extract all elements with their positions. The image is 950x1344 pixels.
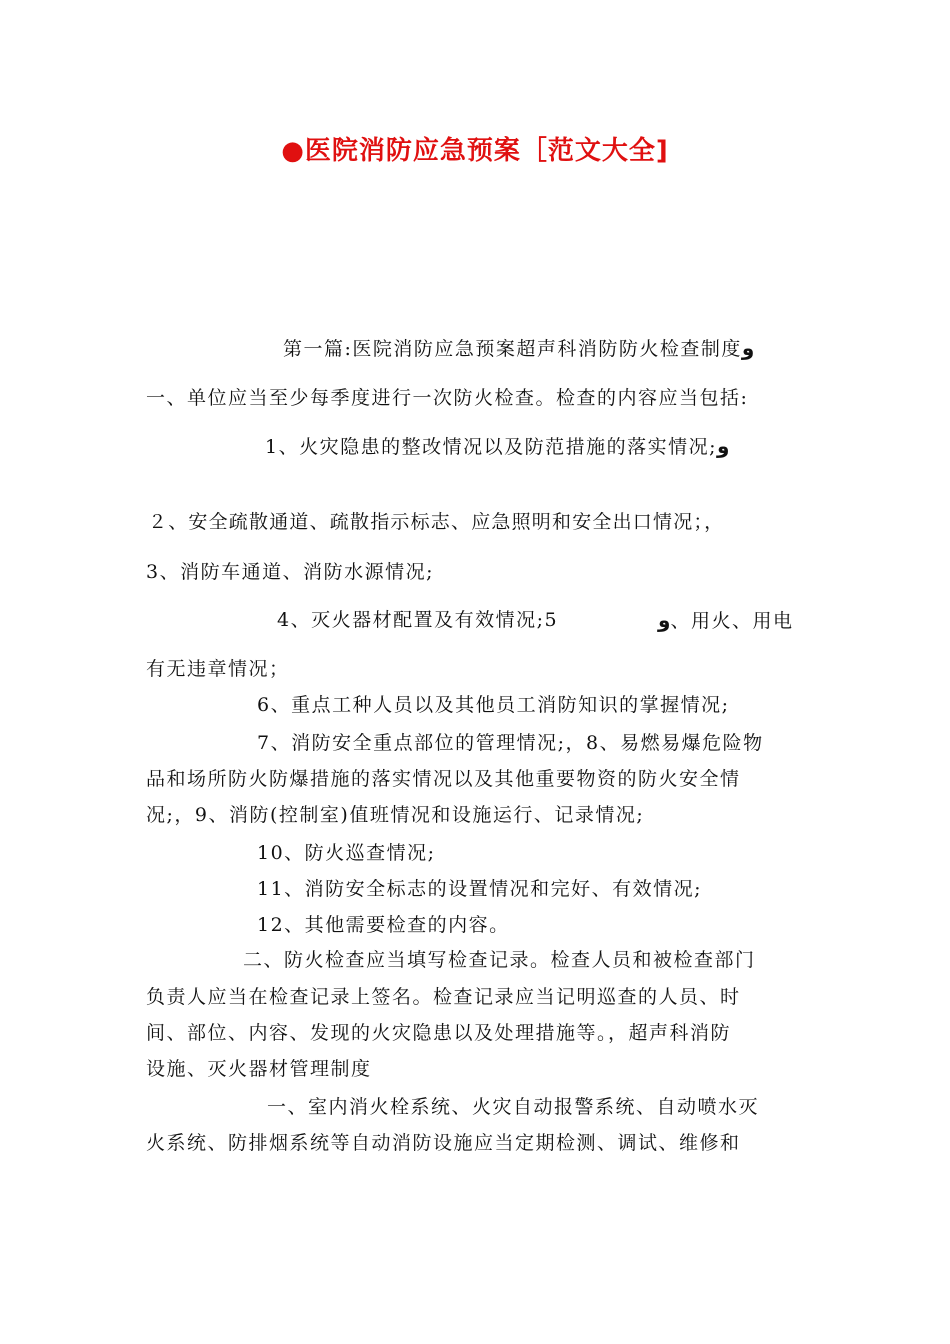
stray-mark: و bbox=[741, 336, 755, 360]
paragraph-line: 10、防火巡查情况; bbox=[257, 842, 436, 864]
paragraph-line: 11、消防安全标志的设置情况和完好、有效情况; bbox=[257, 878, 703, 900]
line-text: 第一篇:医院消防应急预案超声科消防防火检查制度 bbox=[283, 338, 742, 360]
paragraph-line: 况;，9、消防(控制室)值班情况和设施运行、记录情况; bbox=[146, 804, 645, 826]
paragraph-line: 6、重点工种人员以及其他员工消防知识的掌握情况; bbox=[257, 694, 730, 716]
paragraph-line: 4、灭火器材配置及有效情况;5 bbox=[277, 609, 559, 631]
paragraph-line bbox=[265, 434, 729, 459]
paragraph-line: 间、部位、内容、发现的火灾隐患以及处理措施等。，超声科消防 bbox=[146, 1022, 732, 1044]
paragraph-line: 设施、灭火器材管理制度 bbox=[146, 1058, 372, 1080]
paragraph-line: 有无违章情况； bbox=[146, 658, 290, 680]
paragraph-line: ２、安全疏散通道、疏散指示标志、应急照明和安全出口情况；， bbox=[148, 511, 725, 533]
paragraph-line: 7、消防安全重点部位的管理情况;，8、易燃易爆危险物 bbox=[257, 732, 764, 754]
document-title: ●医院消防应急预案［范文大全] bbox=[281, 136, 669, 166]
paragraph-line bbox=[658, 608, 793, 633]
line-text: 、用火、用电 bbox=[670, 610, 794, 632]
stray-mark: و bbox=[717, 434, 730, 458]
paragraph-line: 3、消防车通道、消防水源情况; bbox=[146, 561, 434, 583]
stray-mark: و bbox=[658, 608, 671, 632]
paragraph-line: 负责人应当在检查记录上签名。检查记录应当记明巡查的人员、时 bbox=[146, 986, 741, 1008]
paragraph-line: 品和场所防火防爆措施的落实情况以及其他重要物资的防火安全情 bbox=[146, 768, 741, 790]
paragraph-line: 一、室内消火栓系统、火灾自动报警系统、自动喷水灭 bbox=[267, 1096, 760, 1118]
paragraph-line: 一、单位应当至少每季度进行一次防火检查。检查的内容应当包括: bbox=[146, 387, 749, 409]
paragraph-line bbox=[283, 336, 754, 361]
line-text: 1、火灾隐患的整改情况以及防范措施的落实情况; bbox=[265, 436, 717, 458]
paragraph-line: 12、其他需要检查的内容。 bbox=[257, 914, 510, 936]
paragraph-line: 二、防火检查应当填写检查记录。检查人员和被检查部门 bbox=[243, 949, 756, 971]
paragraph-line: 火系统、防排烟系统等自动消防设施应当定期检测、调试、维修和 bbox=[146, 1132, 741, 1154]
